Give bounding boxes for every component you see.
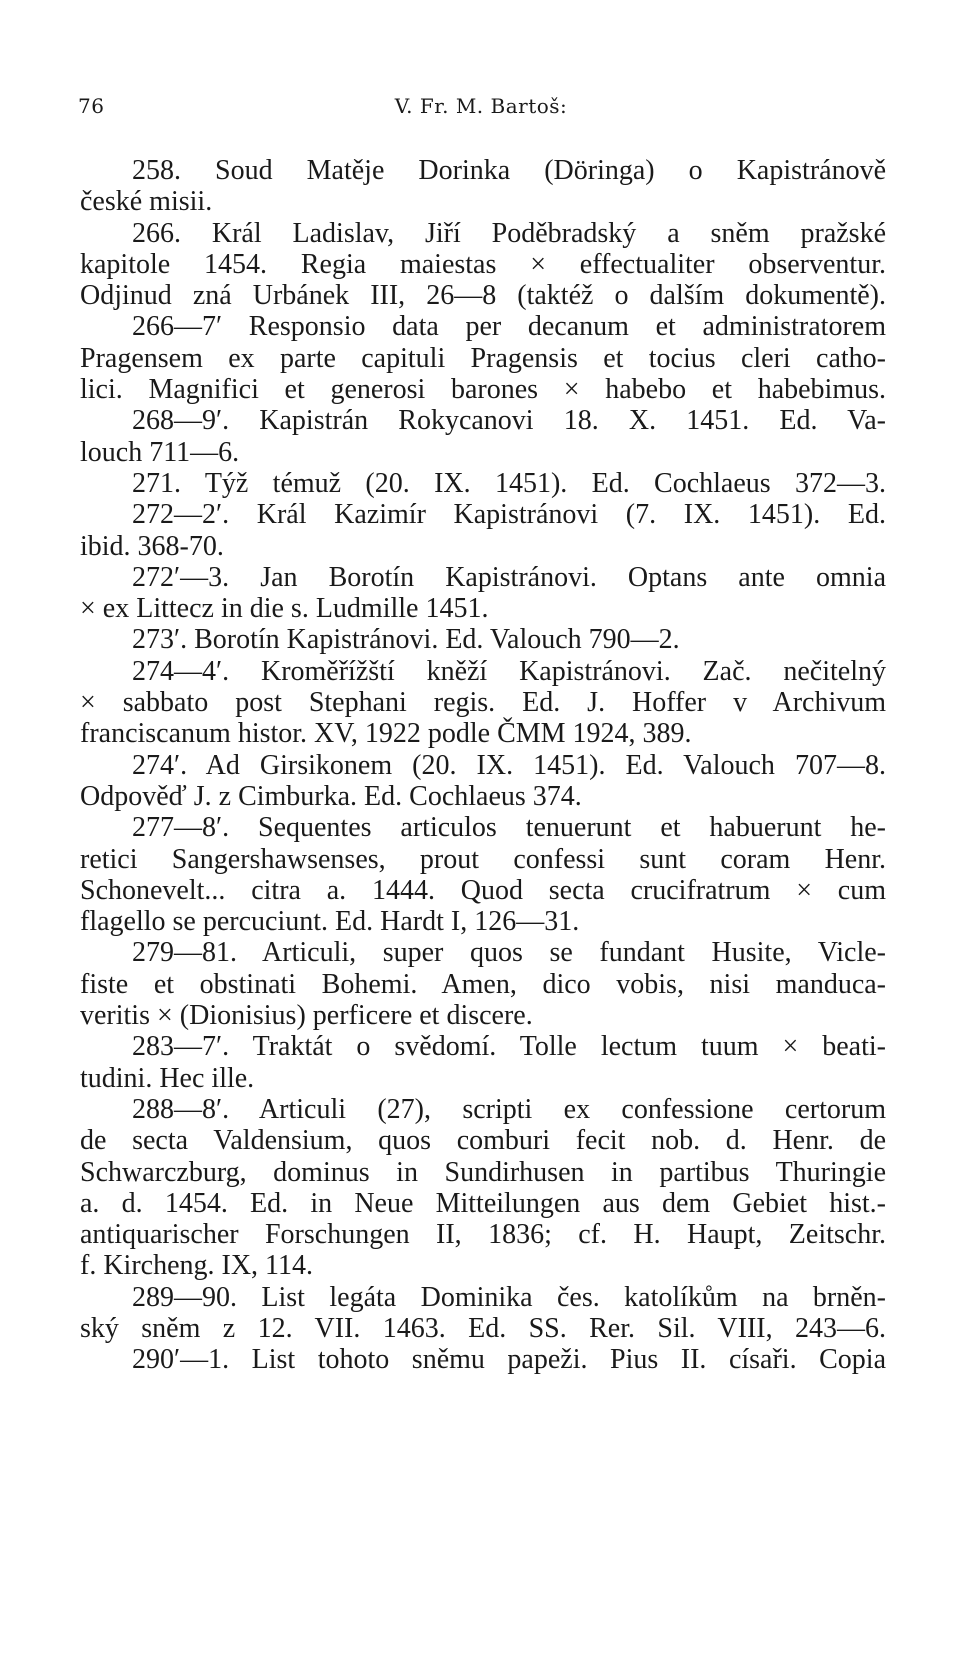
text-line: × sabbato post Stephani regis. Ed. J. Hoffer v Archivum <box>80 687 886 719</box>
text-line: f. Kircheng. IX, 114. <box>80 1250 314 1282</box>
text-line: 274′. Ad Girsikonem (20. IX. 1451). Ed. Valouch 707—8. <box>132 749 886 781</box>
text-line: retici Sangershawsenses, prout confessi sunt coram Henr. <box>80 843 886 875</box>
text-line: louch 711—6. <box>80 436 240 468</box>
text-line: de secta Valdensium, quos comburi fecit nob. d. Henr. de <box>80 1125 886 1157</box>
page-header <box>78 94 884 124</box>
text-line: 272′—3. Jan Borotín Kapistránovi. Optans ante omnia <box>132 561 886 593</box>
text-line: 266. Král Ladislav, Jiří Poděbradský a sněm pražské <box>132 217 886 249</box>
text-line: 283—7′. Traktát o svědomí. Tolle lectum tuum × beati- <box>132 1031 886 1063</box>
text-line: kapitole 1454. Regia maiestas × effectualiter observentur. <box>80 248 886 280</box>
text-line: franciscanum histor. XV, 1922 podle ČMM 1924, 389. <box>80 718 692 750</box>
text-line: Schonevelt... citra a. 1444. Quod secta crucifratrum × cum <box>80 874 886 906</box>
text-line: české misii. <box>80 186 213 218</box>
text-line: 258. Soud Matěje Dorinka (Döringa) o Kapistránově <box>132 155 886 186</box>
text-line: 272—2′. Král Kazimír Kapistránovi (7. IX. 1451). Ed. <box>132 499 886 531</box>
text-line: lici. Magnifici et generosi barones × habebo et habebimus. <box>80 374 886 406</box>
text-line: ský sněm z 12. VII. 1463. Ed. SS. Rer. Sil. VIII, 243—6. <box>80 1312 886 1344</box>
text-line: 274—4′. Kroměřížští kněží Kapistránovi. Zač. nečitelný <box>132 655 886 687</box>
text-line: tudini. Hec ille. <box>80 1062 255 1094</box>
text-line: 273′. Borotín Kapistránovi. Ed. Valouch 790—2. <box>132 624 680 656</box>
text-line: Odjinud zná Urbánek III, 26—8 (taktéž o dalším dokumentě). <box>80 280 886 312</box>
text-line: fiste et obstinati Bohemi. Amen, dico vobis, nisi manduca- <box>80 968 886 1000</box>
text-line: 266—7′ Responsio data per decanum et administratorem <box>132 311 886 343</box>
text-line: × ex Littecz in die s. Ludmille 1451. <box>80 593 489 625</box>
text-line: 288—8′. Articuli (27), scripti ex confessione certorum <box>132 1093 886 1125</box>
text-line: Pragensem ex parte capituli Pragensis et tocius cleri catho- <box>80 342 886 374</box>
text-line: flagello se percuciunt. Ed. Hardt I, 126—31. <box>80 906 580 938</box>
text-line: 271. Týž témuž (20. IX. 1451). Ed. Cochlaeus 372—3. <box>132 467 886 499</box>
running-head: V. Fr. M. Bartoš: <box>394 94 568 118</box>
text-line: 279—81. Articuli, super quos se fundant Husite, Vicle- <box>132 937 886 969</box>
text-line: ibid. 368-70. <box>80 530 224 562</box>
text-line: 268—9′. Kapistrán Rokycanovi 18. X. 1451. Ed. Va- <box>132 405 886 437</box>
text-line: veritis × (Dionisius) perficere et discere. <box>80 1000 533 1032</box>
text-line: 290′—1. List tohoto sněmu papeži. Pius II. císaři. Copia <box>132 1344 886 1376</box>
text-line: a. d. 1454. Ed. in Neue Mitteilungen aus dem Gebiet hist.- <box>80 1187 886 1219</box>
body-text <box>80 155 886 1376</box>
text-line: Odpověď J. z Cimburka. Ed. Cochlaeus 374. <box>80 780 582 812</box>
text-line: 277—8′. Sequentes articulos tenuerunt et habuerunt he- <box>132 812 886 844</box>
page-number: 76 <box>78 94 105 118</box>
text-line: 289—90. List legáta Dominika čes. katolíkům na brněn- <box>132 1281 886 1313</box>
text-line: antiquarischer Forschungen II, 1836; cf. H. Haupt, Zeitschr. <box>80 1219 886 1251</box>
text-line: Schwarczburg, dominus in Sundirhusen in partibus Thuringie <box>80 1156 886 1188</box>
